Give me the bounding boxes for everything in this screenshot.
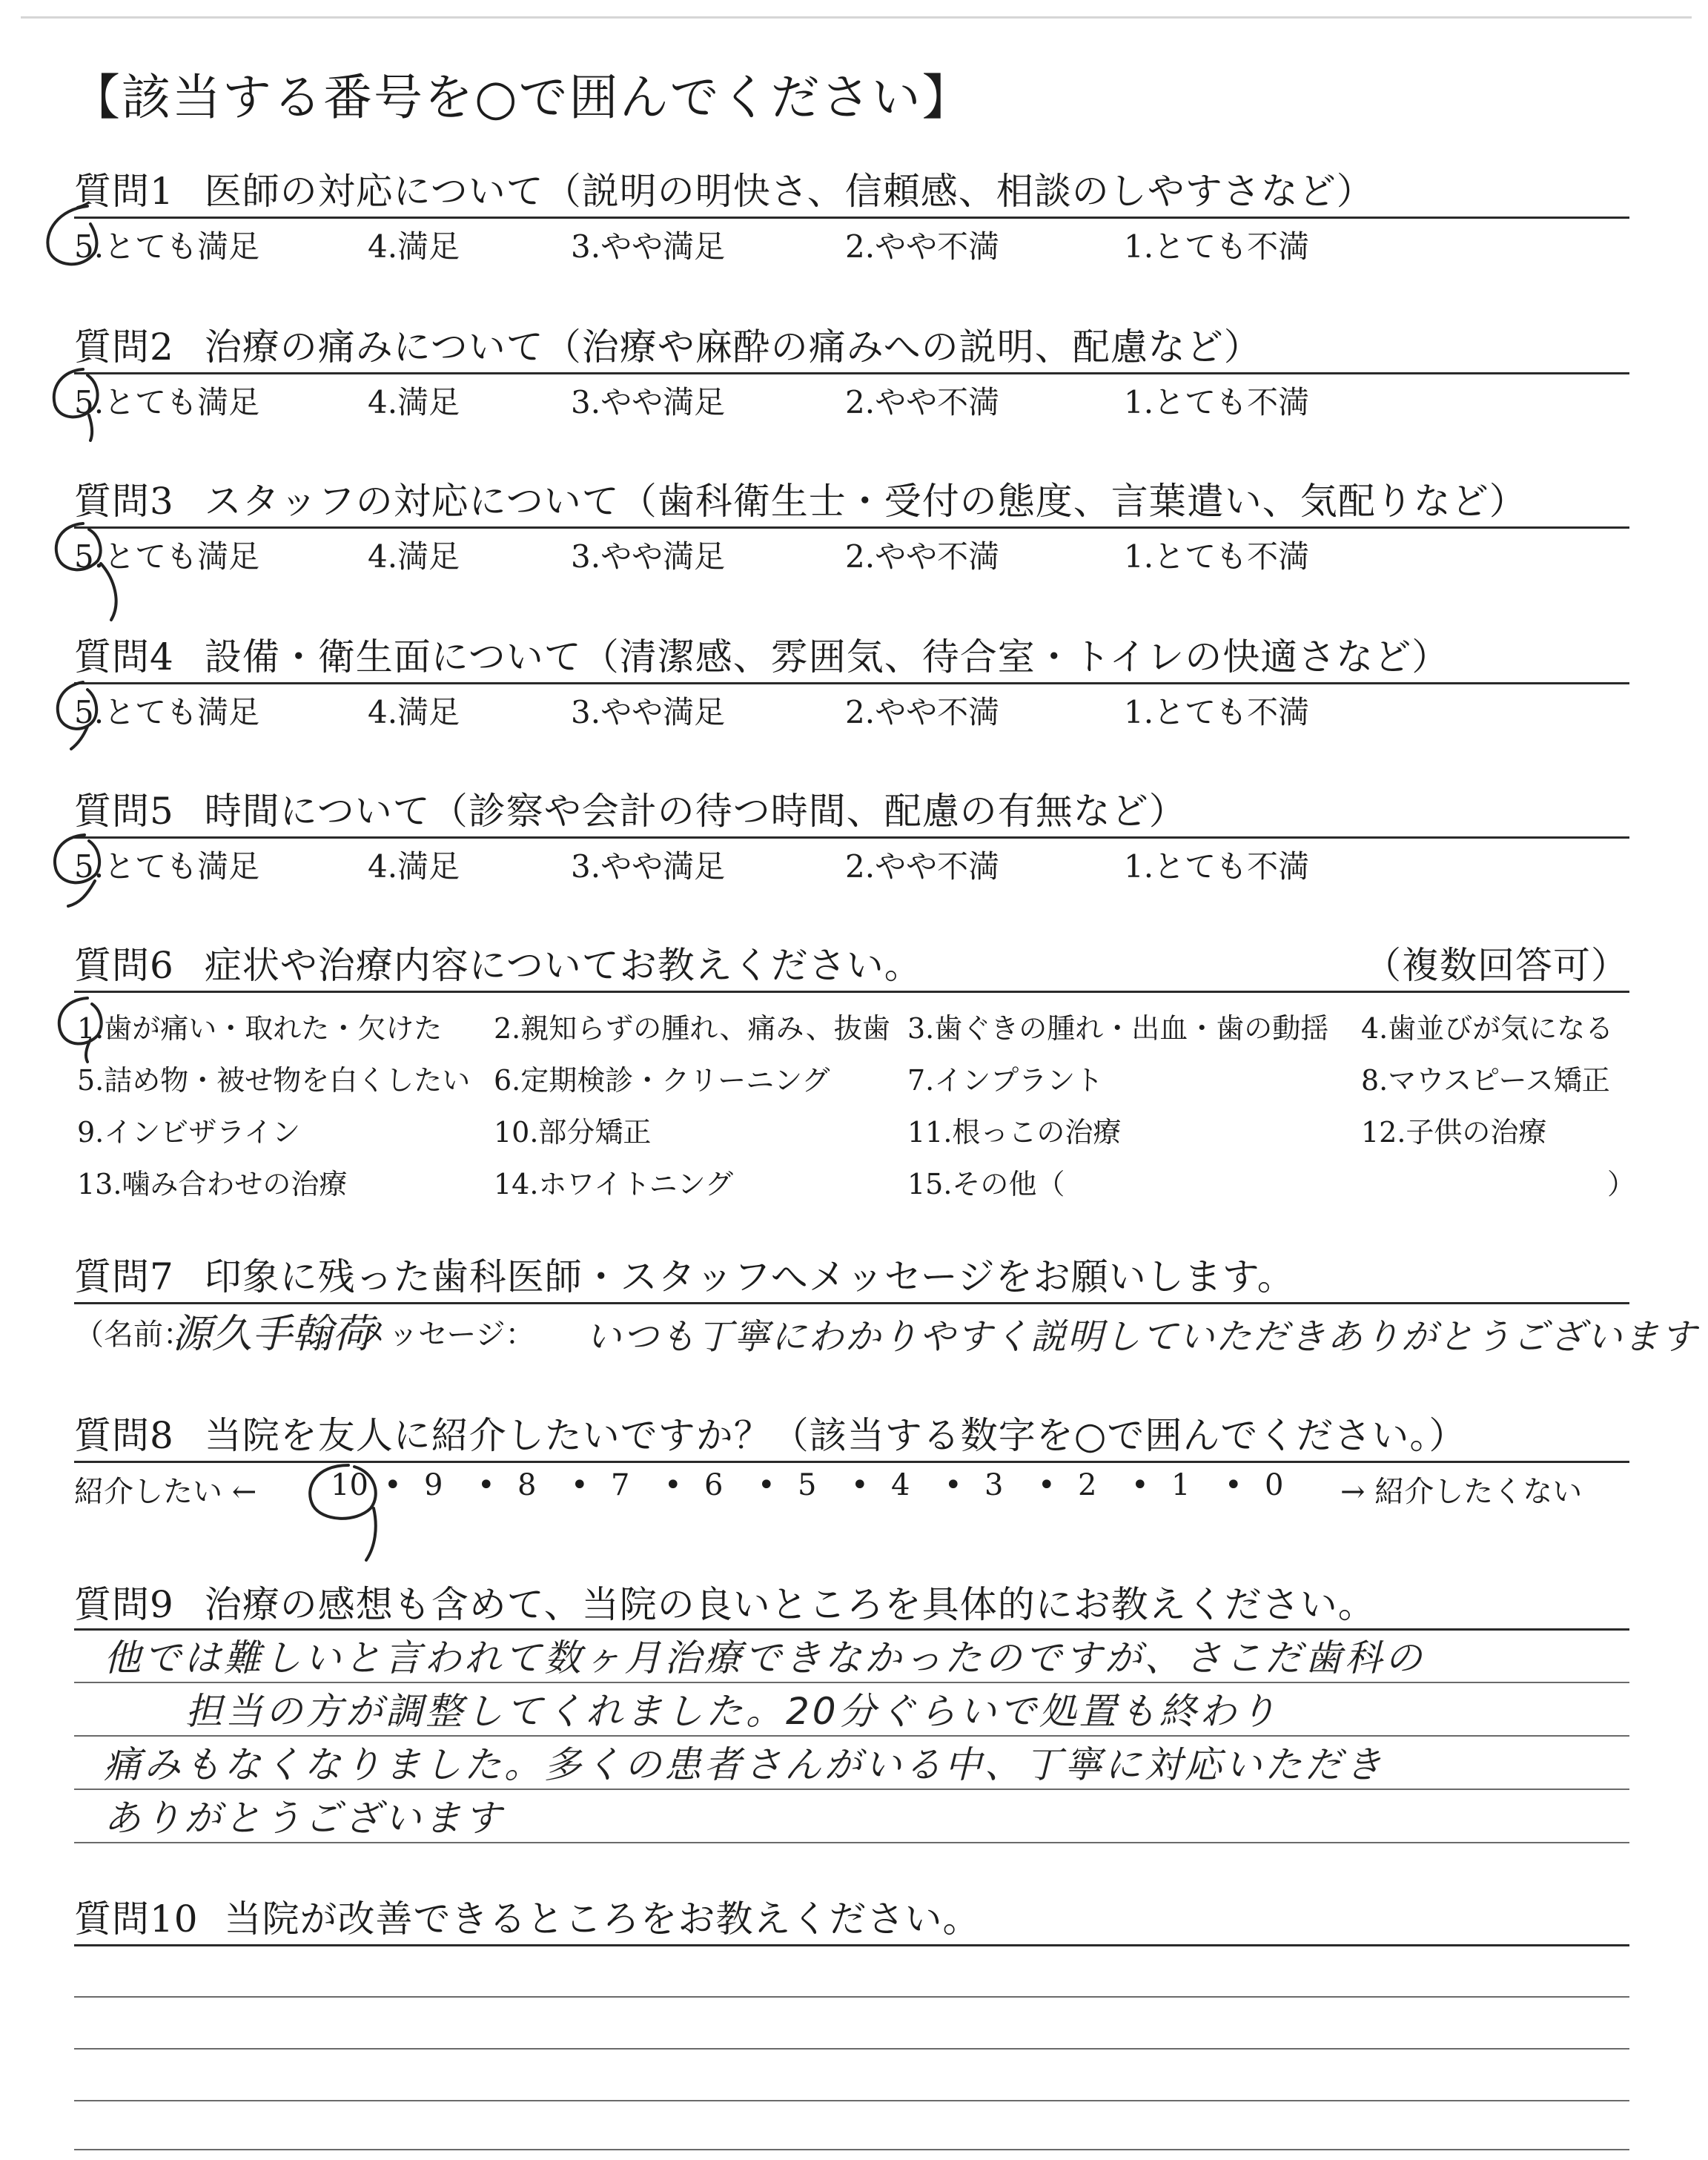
recommend-left-label: 紹介したい ← <box>74 1475 257 1509</box>
q6-option-11[interactable]: 11.根っこの治療 <box>907 1116 1122 1149</box>
scale-separator: • <box>1038 1468 1056 1502</box>
question-text: スタッフの対応について（歯科衛生士・受付の態度、言葉遣い、気配りなど） <box>204 480 1527 523</box>
question-label: 質問6 <box>74 944 174 987</box>
scale-value-5[interactable]: 5 <box>798 1468 817 1502</box>
scale-separator: • <box>477 1468 495 1502</box>
q3-option-3[interactable]: 3.やや満足 <box>571 538 726 575</box>
q6-option-9[interactable]: 9.インビザライン <box>77 1116 301 1149</box>
q2-option-1[interactable]: 1.とても不満 <box>1124 384 1310 420</box>
question-text: 医師の対応について（説明の明快さ、信頼感、相談のしやすさなど） <box>204 170 1374 213</box>
question-label: 質問3 <box>74 480 174 523</box>
handwritten-comment-line-4[interactable]: ありがとうございます <box>104 1797 504 1840</box>
scale-value-0[interactable]: 0 <box>1265 1468 1284 1502</box>
q6-option-2[interactable]: 2.親知らずの腫れ、痛み、抜歯 <box>494 1012 890 1045</box>
q6-option-10[interactable]: 10.部分矯正 <box>494 1116 652 1149</box>
q2-option-3[interactable]: 3.やや満足 <box>571 384 726 420</box>
q6-option-5[interactable]: 5.詰め物・被せ物を白くしたい <box>77 1064 471 1097</box>
q5-pen-tail <box>68 881 95 906</box>
q6-option-1[interactable]: 1.歯が痛い・取れた・欠けた <box>77 1012 443 1045</box>
q1-option-5[interactable]: 5.とても満足 <box>74 228 260 265</box>
q2-pen-tail <box>89 415 92 440</box>
multiple-answer-note: （複数回答可） <box>1364 944 1629 987</box>
q6-option-13[interactable]: 13.噛み合わせの治療 <box>77 1168 348 1200</box>
scale-value-9[interactable]: 9 <box>424 1468 443 1502</box>
q6-option-12[interactable]: 12.子供の治療 <box>1361 1116 1547 1149</box>
q5-option-2[interactable]: 2.やや不満 <box>845 848 1000 885</box>
q4-option-2[interactable]: 2.やや不満 <box>845 694 1000 730</box>
handwritten-name[interactable]: 源久手翰荷 <box>172 1310 372 1357</box>
q4-option-1[interactable]: 1.とても不満 <box>1124 694 1310 730</box>
recommend-right-label: → 紹介したくない <box>1340 1475 1583 1509</box>
question-label: 質問2 <box>74 326 174 369</box>
question-label: 質問8 <box>74 1414 174 1457</box>
q2-selection-circle <box>54 369 98 417</box>
scale-value-1[interactable]: 1 <box>1171 1468 1191 1502</box>
message-label: メッセージ： <box>359 1318 535 1352</box>
name-label: （名前： <box>74 1318 193 1352</box>
q2-option-2[interactable]: 2.やや不満 <box>845 384 1000 420</box>
q4-option-3[interactable]: 3.やや満足 <box>571 694 726 730</box>
q3-option-5[interactable]: 5.とても満足 <box>74 538 260 575</box>
scale-value-10[interactable]: 10 <box>331 1468 368 1502</box>
scale-separator: • <box>758 1468 775 1502</box>
scale-separator: • <box>571 1468 589 1502</box>
question-label: 質問1 <box>74 170 174 213</box>
scale-value-7[interactable]: 7 <box>611 1468 630 1502</box>
scale-value-3[interactable]: 3 <box>984 1468 1004 1502</box>
q6-option-15[interactable]: 15.その他（ <box>907 1168 1065 1200</box>
question-text: 設備・衛生面について（清潔感、雰囲気、待合室・トイレの快適さなど） <box>204 635 1450 678</box>
question-label: 質問10 <box>74 1898 199 1941</box>
q3-option-1[interactable]: 1.とても不満 <box>1124 538 1310 575</box>
q4-option-5[interactable]: 5.とても満足 <box>74 694 260 730</box>
q6-option-3[interactable]: 3.歯ぐきの腫れ・出血・歯の動揺 <box>907 1012 1329 1045</box>
question-text: 症状や治療内容についてお教えください。 <box>204 944 922 987</box>
question-text: 治療の痛みについて（治療や麻酔の痛みへの説明、配慮など） <box>204 326 1262 369</box>
q6-option-14[interactable]: 14.ホワイトニング <box>494 1168 734 1200</box>
q4-option-4[interactable]: 4.満足 <box>368 694 460 730</box>
scale-separator: • <box>664 1468 682 1502</box>
question-text: 当院が改善できるところをお教えください。 <box>224 1898 981 1941</box>
q1-option-2[interactable]: 2.やや不満 <box>845 228 1000 265</box>
scale-value-4[interactable]: 4 <box>891 1468 910 1502</box>
question-text: 印象に残った歯科医師・スタッフへメッセージをお願いします。 <box>204 1255 1295 1298</box>
handwritten-comment-line-3[interactable]: 痛みもなくなりました。多くの患者さんがいる中、丁寧に対応いただき <box>104 1743 1385 1786</box>
q3-pen-tail <box>101 564 116 620</box>
q8-selection-circle <box>310 1465 376 1519</box>
q6-other-close-paren: ） <box>1607 1168 1636 1200</box>
q2-option-5[interactable]: 5.とても満足 <box>74 384 260 420</box>
q5-option-5[interactable]: 5.とても満足 <box>74 848 260 885</box>
handwritten-message[interactable]: いつも丁寧にわかりやすく説明していただきありがとうございます <box>586 1316 1698 1358</box>
q6-option-6[interactable]: 6.定期検診・クリーニング <box>494 1064 830 1097</box>
question-label: 質問9 <box>74 1583 174 1626</box>
q8-pen-tail <box>366 1508 376 1560</box>
q6-option-4[interactable]: 4.歯並びが気になる <box>1361 1012 1614 1045</box>
q1-option-4[interactable]: 4.満足 <box>368 228 460 265</box>
question-label: 質問5 <box>74 790 174 833</box>
question-label: 質問7 <box>74 1255 174 1298</box>
q3-option-4[interactable]: 4.満足 <box>368 538 460 575</box>
q5-option-1[interactable]: 1.とても不満 <box>1124 848 1310 885</box>
scale-value-2[interactable]: 2 <box>1078 1468 1097 1502</box>
q1-option-3[interactable]: 3.やや満足 <box>571 228 726 265</box>
scale-separator: • <box>384 1468 402 1502</box>
question-text: 当院を友人に紹介したいですか？（該当する数字を○で囲んでください。） <box>204 1414 1467 1457</box>
question-text: 治療の感想も含めて、当院の良いところを具体的にお教えください。 <box>204 1583 1376 1626</box>
scale-separator: • <box>851 1468 869 1502</box>
scale-value-8[interactable]: 8 <box>517 1468 537 1502</box>
q6-option-7[interactable]: 7.インプラント <box>907 1064 1104 1097</box>
q4-selection-circle <box>58 682 96 729</box>
scale-separator: • <box>944 1468 962 1502</box>
q2-option-4[interactable]: 4.満足 <box>368 384 460 420</box>
q5-option-4[interactable]: 4.満足 <box>368 848 460 885</box>
q1-selection-circle <box>47 206 96 264</box>
q6-option-8[interactable]: 8.マウスピース矯正 <box>1361 1064 1610 1097</box>
q5-option-3[interactable]: 3.やや満足 <box>571 848 726 885</box>
question-text: 時間について（診察や会計の待つ時間、配慮の有無など） <box>204 790 1187 833</box>
question-label: 質問4 <box>74 635 174 678</box>
handwritten-comment-line-2[interactable]: 担当の方が調整してくれました。20分ぐらいで処置も終わり <box>185 1690 1280 1733</box>
handwritten-comment-line-1[interactable]: 他では難しいと言われて数ヶ月治療できなかったのですが、さこだ歯科の <box>104 1636 1425 1680</box>
q1-option-1[interactable]: 1.とても不満 <box>1124 228 1310 265</box>
scale-value-6[interactable]: 6 <box>704 1468 724 1502</box>
q3-option-2[interactable]: 2.やや不満 <box>845 538 1000 575</box>
q3-selection-circle <box>56 524 101 569</box>
q6-selection-circle <box>59 998 102 1044</box>
scale-separator: • <box>1225 1468 1242 1502</box>
q5-selection-circle <box>55 835 99 882</box>
page-heading: 【該当する番号を○で囲んでください】 <box>71 69 973 126</box>
scale-separator: • <box>1131 1468 1149 1502</box>
